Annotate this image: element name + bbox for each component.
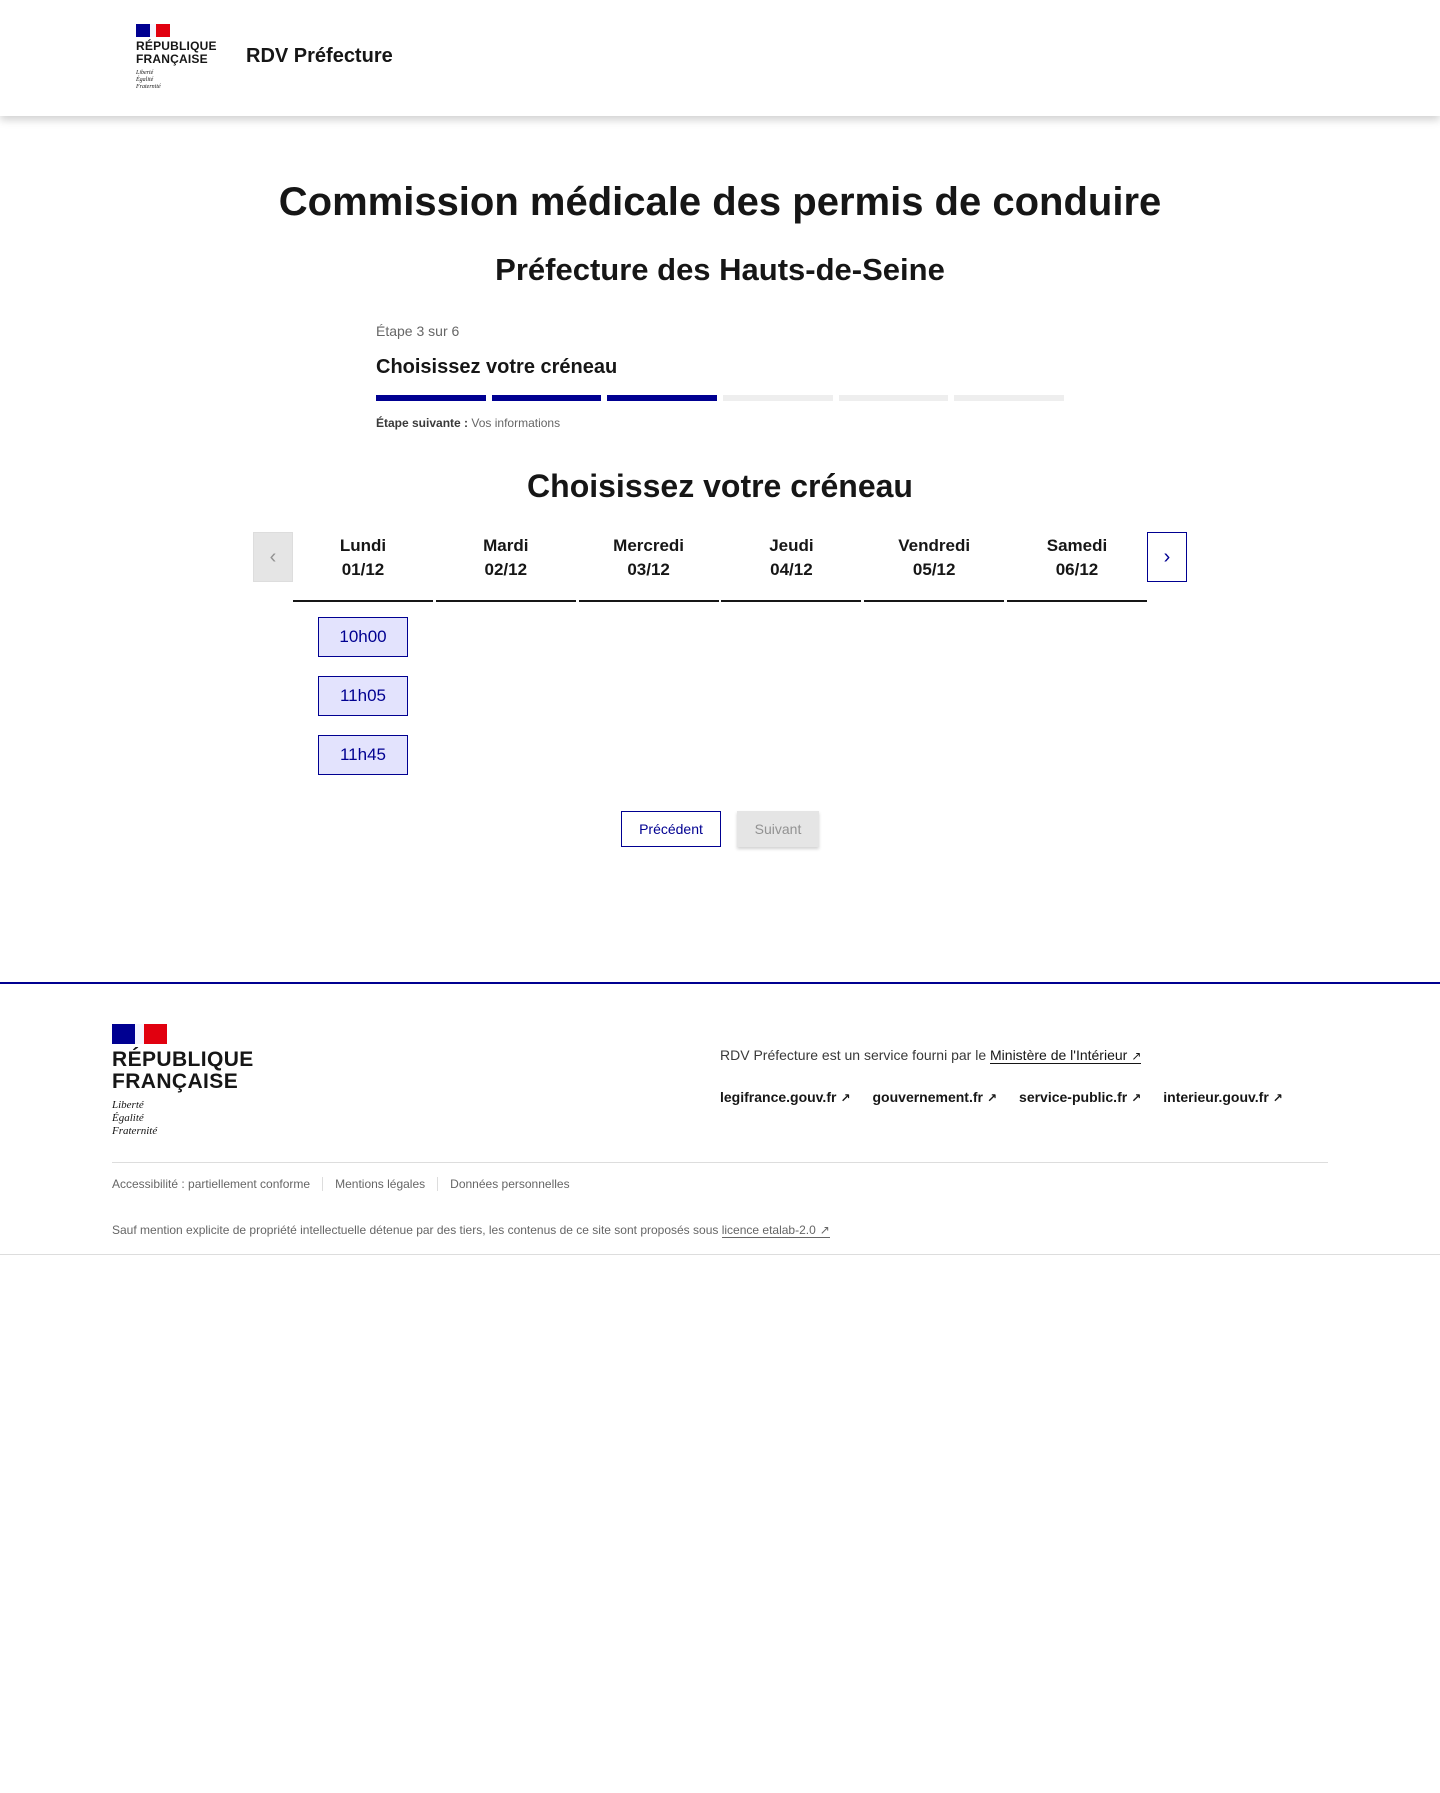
time-slot-button[interactable]: 10h00 [318,617,408,657]
external-link-icon: ↗ [1131,1091,1142,1105]
motto-liberte: Liberté [136,70,154,76]
day-column-mardi [436,532,576,602]
republique-francaise-logo[interactable] [136,24,226,91]
logo-text-line2: FRANÇAISE [136,52,208,66]
next-button-disabled[interactable]: Suivant [737,811,819,847]
gouvernement-link[interactable] [873,1089,998,1105]
interieur-link[interactable] [1163,1089,1283,1105]
stepper [376,323,1064,430]
footer-logo-text-line1: RÉPUBLIQUE [112,1048,254,1071]
footer-description-text: RDV Préfecture est un service fourni par le [720,1047,987,1063]
motto-egalite: Égalité [136,77,154,83]
stepper-title: Choisissez votre créneau [376,356,618,378]
gouvernement-link-label: gouvernement.fr [872,1089,983,1105]
previous-week-button[interactable] [253,532,293,582]
slot-list-lundi [318,617,408,794]
stepper-next-value: Vos informations [471,416,561,430]
day-date: 02/12 [484,560,528,579]
day-name: Samedi [1046,536,1108,555]
ministere-interieur-link[interactable] [990,1047,1141,1064]
stepper-next-label: Étape suivante : [376,416,469,430]
stepper-bar-6 [954,395,1064,401]
day-column-vendredi [864,532,1004,602]
licence-text: Sauf mention explicite de propriété intellectuelle détenue par des tiers, les contenus de ce site sont proposés sous [112,1223,719,1237]
stepper-bar-1 [376,395,486,401]
day-name: Jeudi [769,536,814,555]
time-slot-button[interactable]: 11h05 [318,676,408,716]
marianne-flag-icon [136,24,170,37]
footer-description [720,1047,1141,1063]
day-name: Lundi [339,536,387,555]
motto-egalite: Égalité [112,1112,144,1124]
marianne-flag-icon [112,1024,167,1044]
day-columns [293,532,1147,602]
chevron-left-icon: ‹ [269,545,277,568]
chevron-right-icon: › [1163,545,1171,568]
motto-fraternite: Fraternité [136,84,161,90]
footer-divider [112,1162,1328,1163]
footer-bottom-links [112,1177,582,1191]
previous-button[interactable]: Précédent [621,811,721,847]
day-name: Mardi [483,536,529,555]
legifrance-link-label: legifrance.gouv.fr [720,1089,837,1105]
day-name: Vendredi [898,536,971,555]
accessibility-link[interactable]: Accessibilité : partiellement conforme [112,1177,311,1191]
next-week-button[interactable] [1147,532,1187,582]
stepper-state: Étape 3 sur 6 [376,323,460,339]
day-date: 03/12 [627,560,670,579]
site-header [0,0,1440,116]
motto-fraternite: Fraternité [112,1125,158,1137]
day-date: 06/12 [1055,560,1099,579]
stepper-progress [376,395,1064,401]
day-date: 04/12 [770,560,813,579]
logo-motto [136,70,226,91]
service-public-link-label: service-public.fr [1019,1089,1128,1105]
motto-liberte: Liberté [112,1099,144,1111]
stepper-bar-2 [492,395,602,401]
licence-link-label: licence etalab-2.0 [721,1223,816,1237]
stepper-bar-5 [839,395,949,401]
day-date: 05/12 [912,560,956,579]
external-link-icon: ↗ [986,1091,998,1105]
day-name: Mercredi [613,536,685,555]
licence-link[interactable] [722,1223,830,1238]
personal-data-link[interactable]: Données personnelles [437,1177,581,1191]
day-date: 01/12 [341,560,385,579]
external-link-icon: ↗ [819,1223,830,1237]
day-column-jeudi [721,532,861,602]
footer-content-links [720,1089,1283,1105]
stepper-bar-3 [607,395,717,401]
site-footer [0,982,1440,1255]
day-column-lundi [293,532,433,602]
footer-licence [112,1223,830,1237]
legifrance-link[interactable] [720,1089,851,1105]
stepper-next-step [376,416,1064,430]
stepper-bar-4 [723,395,833,401]
interieur-link-label: interieur.gouv.fr [1163,1089,1269,1105]
footer-logo-text-line2: FRANÇAISE [112,1070,239,1093]
day-column-mercredi [579,532,719,602]
external-link-icon: ↗ [1131,1049,1142,1063]
legal-notice-link[interactable]: Mentions légales [322,1177,437,1191]
day-column-samedi [1007,532,1147,602]
footer-republique-francaise-logo[interactable] [112,1024,254,1138]
service-title[interactable]: RDV Préfecture [246,45,393,67]
time-slot-button[interactable]: 11h45 [318,735,408,775]
external-link-icon: ↗ [1272,1091,1283,1105]
ministere-interieur-link-label: Ministère de l'Intérieur [990,1047,1128,1063]
section-title: Choisissez votre créneau [527,468,913,504]
page-subtitle: Préfecture des Hauts-de-Seine [495,252,945,287]
service-public-link[interactable] [1019,1089,1141,1105]
logo-text-line1: RÉPUBLIQUE [136,39,217,53]
page-title: Commission médicale des permis de conduire [278,180,1162,224]
external-link-icon: ↗ [840,1091,851,1105]
footer-logo-motto [112,1099,254,1138]
